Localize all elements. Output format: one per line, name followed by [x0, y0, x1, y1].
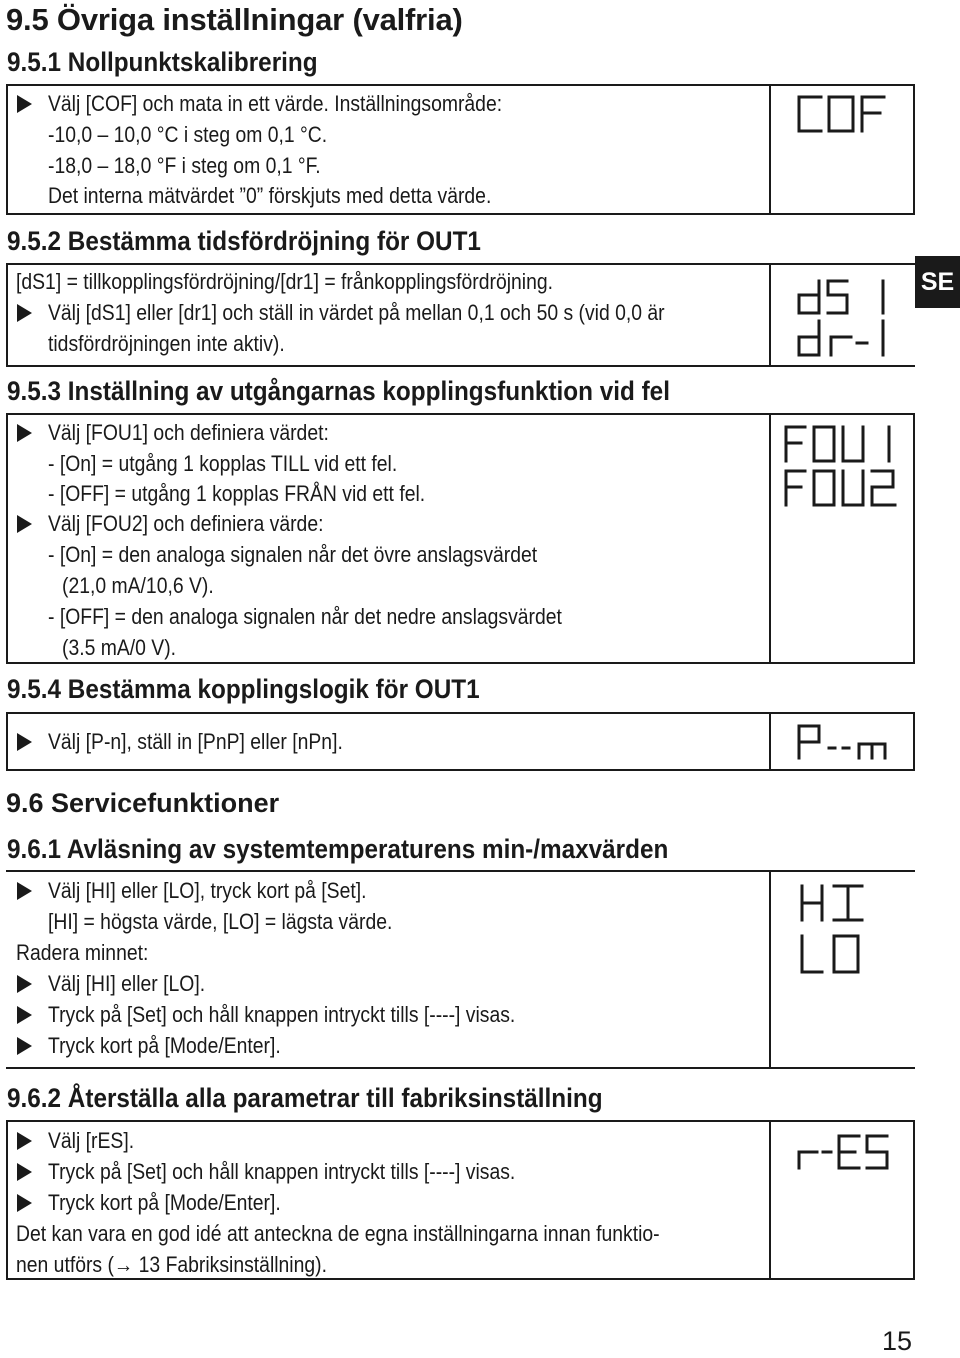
text-line: nen utförs (→ 13 Fabriksinställning).: [16, 1252, 327, 1277]
arrow-bullet-icon: [17, 1006, 32, 1024]
arrow-bullet-icon: [17, 95, 32, 113]
heading-9-5-1: 9.5.1 Nollpunktskalibrering: [7, 47, 318, 77]
rule: [6, 1067, 915, 1069]
text-line: Välj [FOU1] och definiera värdet:: [48, 420, 329, 445]
heading-9-6-2: 9.6.2 Återställa alla parametrar till fabriksinställning: [7, 1083, 603, 1113]
frame-divider: [769, 263, 771, 367]
display-p-n: [795, 722, 895, 762]
heading-9-5-4: 9.5.4 Bestämma kopplingslogik för OUT1: [7, 674, 480, 704]
text-line: Välj [HI] eller [LO], tryck kort på [Set].: [48, 878, 367, 903]
display-ds1-dr1: [795, 277, 895, 359]
text-line: (3.5 mA/0 V).: [62, 635, 177, 660]
text-line: Välj [rES].: [48, 1128, 135, 1153]
page-number: 15: [882, 1326, 913, 1356]
arrow-bullet-icon: [17, 304, 32, 322]
frame-divider: [769, 1120, 771, 1280]
arrow-bullet-icon: [17, 424, 32, 442]
page-title: 9.5 Övriga inställningar (valfria): [6, 2, 463, 37]
text-line: [dS1] = tillkopplingsfördröjning/[dr1] = frånkopplingsfördröjning.: [16, 269, 554, 294]
frame-divider: [769, 870, 771, 1069]
heading-9-5-2: 9.5.2 Bestämma tidsfördröjning för OUT1: [7, 226, 481, 256]
display-fou1-fou2: [783, 423, 903, 509]
frame-divider: [769, 84, 771, 215]
frame-divider: [769, 712, 771, 771]
text-line: Välj [dS1] eller [dr1] och ställ in värdet på mellan 0,1 och 50 s (vid 0,0 är: [48, 300, 665, 325]
text-line: Det kan vara en god idé att anteckna de egna inställningarna innan funktio-: [16, 1221, 660, 1246]
text-line: Radera minnet:: [16, 940, 149, 965]
arrow-bullet-icon: [17, 733, 32, 751]
text-line: -10,0 – 10,0 °C i steg om 0,1 °C.: [48, 122, 328, 147]
arrow-bullet-icon: [17, 515, 32, 533]
text-line: Välj [COF] och mata in ett värde. Inställningsområde:: [48, 91, 503, 116]
display-res: [795, 1132, 895, 1172]
text-line: Tryck på [Set] och håll knappen intryckt tills [----] visas.: [48, 1002, 516, 1027]
rule: [6, 263, 915, 265]
rule: [6, 365, 915, 367]
text-line: [HI] = högsta värde, [LO] = lägsta värde.: [48, 909, 393, 934]
arrow-bullet-icon: [17, 1037, 32, 1055]
arrow-bullet-icon: [17, 975, 32, 993]
text-line: Tryck kort på [Mode/Enter].: [48, 1033, 281, 1058]
frame-edge: [6, 263, 8, 367]
arrow-bullet-icon: [17, 1132, 32, 1150]
text-line: - [On] = utgång 1 kopplas TILL vid ett fel.: [48, 451, 398, 476]
language-tab: SE: [915, 256, 960, 308]
text-line: tidsfördröjningen inte aktiv).: [48, 331, 285, 356]
display-cof: [795, 94, 890, 134]
heading-9-6: 9.6 Servicefunktioner: [6, 788, 280, 818]
text-line: Välj [HI] eller [LO].: [48, 971, 206, 996]
frame-divider: [769, 413, 771, 664]
text-line: - [OFF] = utgång 1 kopplas FRÅN vid ett fel.: [48, 481, 426, 506]
arrow-bullet-icon: [17, 1163, 32, 1181]
display-hi-lo: [798, 882, 878, 976]
text-line: - [OFF] = den analoga signalen når det nedre anslagsvärdet: [48, 604, 562, 629]
heading-9-5-3: 9.5.3 Inställning av utgångarnas kopplingsfunktion vid fel: [7, 376, 670, 406]
text-line: Tryck på [Set] och håll knappen intryckt tills [----] visas.: [48, 1159, 516, 1184]
text-line: -18,0 – 18,0 °F i steg om 0,1 °F.: [48, 153, 321, 178]
heading-9-6-1: 9.6.1 Avläsning av systemtemperaturens min-/maxvärden: [7, 834, 669, 864]
text-line: Tryck kort på [Mode/Enter].: [48, 1190, 281, 1215]
text-line: Det interna mätvärdet ”0” förskjuts med detta värde.: [48, 183, 492, 208]
text-line: Välj [FOU2] och definiera värde:: [48, 511, 324, 536]
text-line: - [On] = den analoga signalen når det övre anslagsvärdet: [48, 542, 538, 567]
arrow-bullet-icon: [17, 1194, 32, 1212]
text-line: (21,0 mA/10,6 V).: [62, 573, 214, 598]
rule: [6, 870, 915, 872]
arrow-bullet-icon: [17, 882, 32, 900]
text-line: Välj [P-n], ställ in [PnP] eller [nPn].: [48, 729, 343, 754]
